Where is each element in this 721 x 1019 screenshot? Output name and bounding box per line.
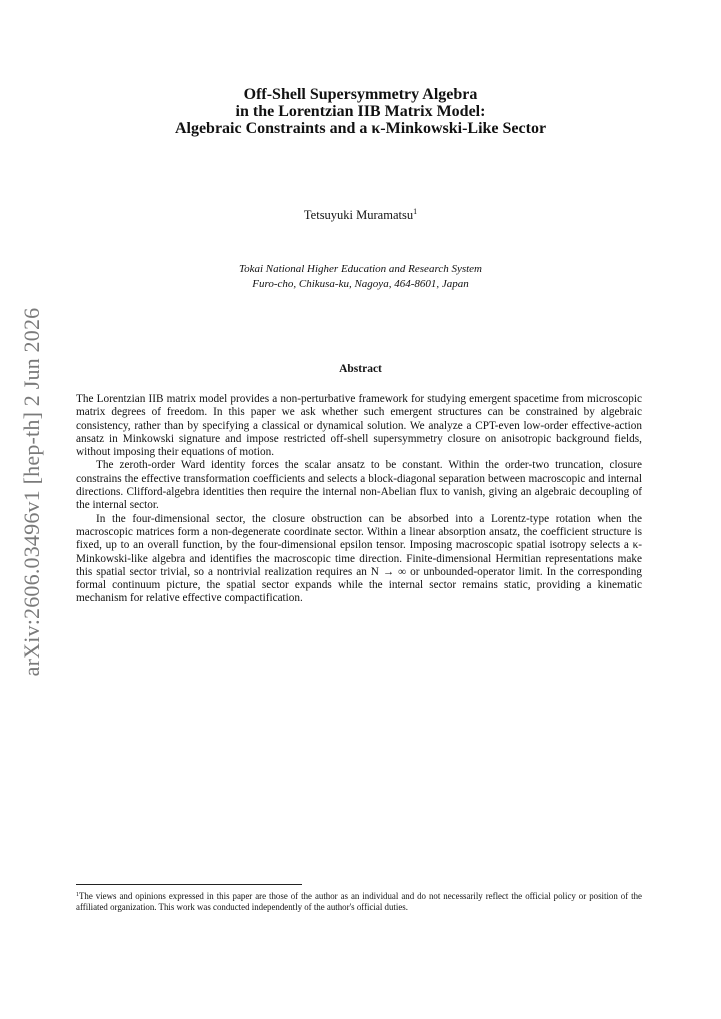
abstract-heading: Abstract [339,363,382,375]
arxiv-identifier-text: arXiv:2606.03496v1 [hep-th] 2 Jun 2026 [19,307,44,677]
affiliation-institution: Tokai National Higher Education and Research System [239,263,482,275]
footnote-rule [76,884,302,885]
author-block [0,207,721,223]
affiliation-address: Furo-cho, Chikusa-ku, Nagoya, 464-8601, Japan [252,278,469,290]
affiliation-block [0,262,721,292]
abstract-paragraph-3: In the four-dimensional sector, the closure obstruction can be absorbed into a Lorentz-type rotation when the macroscopic matrices form a non-degenerate coordinate sector. Within a linear absorption ansatz, the coefficient structure is fixed, up to an overall function, by the four-dimensional epsilon tensor. Imposing macroscopic spatial isotropy selects a κ-Minkowski-like algebra and identifies the macroscopic time direction. Finite-dimensional Hermitian representations make this spatial sector trivial, so a nontrivial realization requires an N → ∞ or unbounded-operator limit. In the corresponding formal continuum picture, the spatial sector expands while the internal sector remains static, providing a kinematic mechanism for relative effective compactification. [76,512,642,605]
title-line-2: in the Lorentzian IIB Matrix Model: [235,103,486,120]
footnote-text: The views and opinions expressed in this paper are those of the author as an individual and do not necessarily reflect the official policy or position of the affiliated organization. This work was conducted independently of the author's official duties. [76,891,642,913]
author-footnote-mark: 1 [413,207,418,216]
author-name: Tetsuyuki Muramatsu [303,208,414,222]
footnote [76,890,642,914]
abstract-body [76,393,642,606]
paper-title [0,86,721,137]
abstract-paragraph-1: The Lorentzian IIB matrix model provides a non-perturbative framework for studying emergent spacetime from microscopic matrix degrees of freedom. In this paper we ask whether such emergent structures can be constrained by algebraic consistency, rather than by specifying a classical or dynamical solution. We analyze a CPT-even low-order effective-action ansatz in Minkowski signature and impose restricted off-shell supersymmetry closure on anisotropic background fields, without imposing their equations of motion. [76,393,642,459]
title-line-1: Off-Shell Supersymmetry Algebra [243,86,478,103]
abstract-paragraph-2: The zeroth-order Ward identity forces the scalar ansatz to be constant. Within the order-two truncation, closure constrains the effective transformation coefficients and selects a block-diagonal separation between macroscopic and internal directions. Clifford-algebra identities then require the internal non-Abelian flux to vanish, giving an algebraic decoupling of the internal sector. [76,459,642,512]
footnote-mark: 1 [76,892,79,898]
title-line-3: Algebraic Constraints and a κ-Minkowski-Like Sector [174,120,547,137]
